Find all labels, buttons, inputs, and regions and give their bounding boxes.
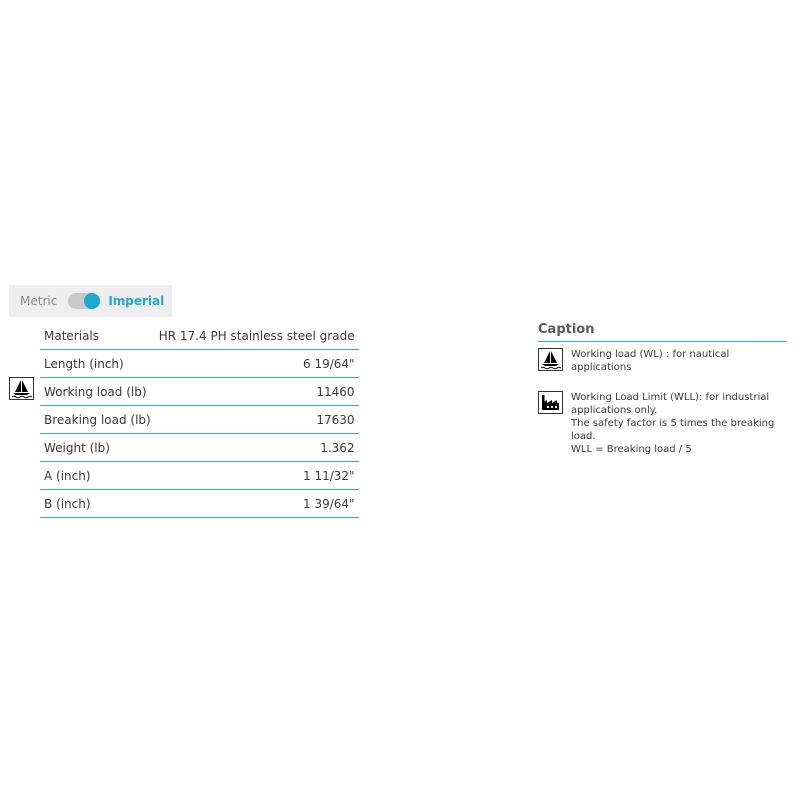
spec-label: B (inch): [40, 490, 155, 518]
spec-value: 6 19/64": [155, 350, 359, 378]
caption-item-nautical: [538, 348, 787, 374]
caption-title: Caption: [538, 322, 787, 342]
spec-value: HR 17.4 PH stainless steel grade: [155, 322, 359, 350]
table-row: [40, 406, 359, 434]
caption-panel: [538, 322, 787, 456]
caption-item-industrial: [538, 391, 787, 456]
sailboat-icon: [538, 348, 563, 371]
industrial-text-2: The safety factor is 5 times the breaking load.: [571, 418, 775, 442]
metric-label[interactable]: Metric: [20, 294, 58, 308]
nautical-text: Working load (WL) : for nautical applications: [571, 349, 730, 373]
spec-value: 11460: [155, 378, 359, 406]
switch-knob: [84, 293, 100, 309]
spec-label: A (inch): [40, 462, 155, 490]
table-row: [40, 350, 359, 378]
unit-switch[interactable]: [68, 293, 100, 309]
table-row: [40, 490, 359, 518]
table-row: [40, 434, 359, 462]
industrial-text-3: WLL = Breaking load / 5: [571, 444, 692, 455]
unit-toggle: [9, 285, 172, 317]
spec-label: Weight (lb): [40, 434, 155, 462]
sailboat-icon: [9, 377, 34, 400]
industrial-text-1: Working Load Limit (WLL): for industrial applications only.: [571, 392, 770, 416]
spec-value: 1 39/64": [155, 490, 359, 518]
spec-label: Working load (lb): [40, 378, 155, 406]
table-row: [40, 462, 359, 490]
table-row: [40, 322, 359, 350]
spec-label: Materials: [40, 322, 155, 350]
spec-label: Length (inch): [40, 350, 155, 378]
spec-label: Breaking load (lb): [40, 406, 155, 434]
imperial-label[interactable]: Imperial: [108, 294, 165, 308]
spec-value: 1 11/32": [155, 462, 359, 490]
table-row: [40, 378, 359, 406]
factory-icon: [538, 391, 563, 414]
spec-value: 17630: [155, 406, 359, 434]
specs-table: [40, 322, 359, 518]
spec-value: 1.362: [155, 434, 359, 462]
